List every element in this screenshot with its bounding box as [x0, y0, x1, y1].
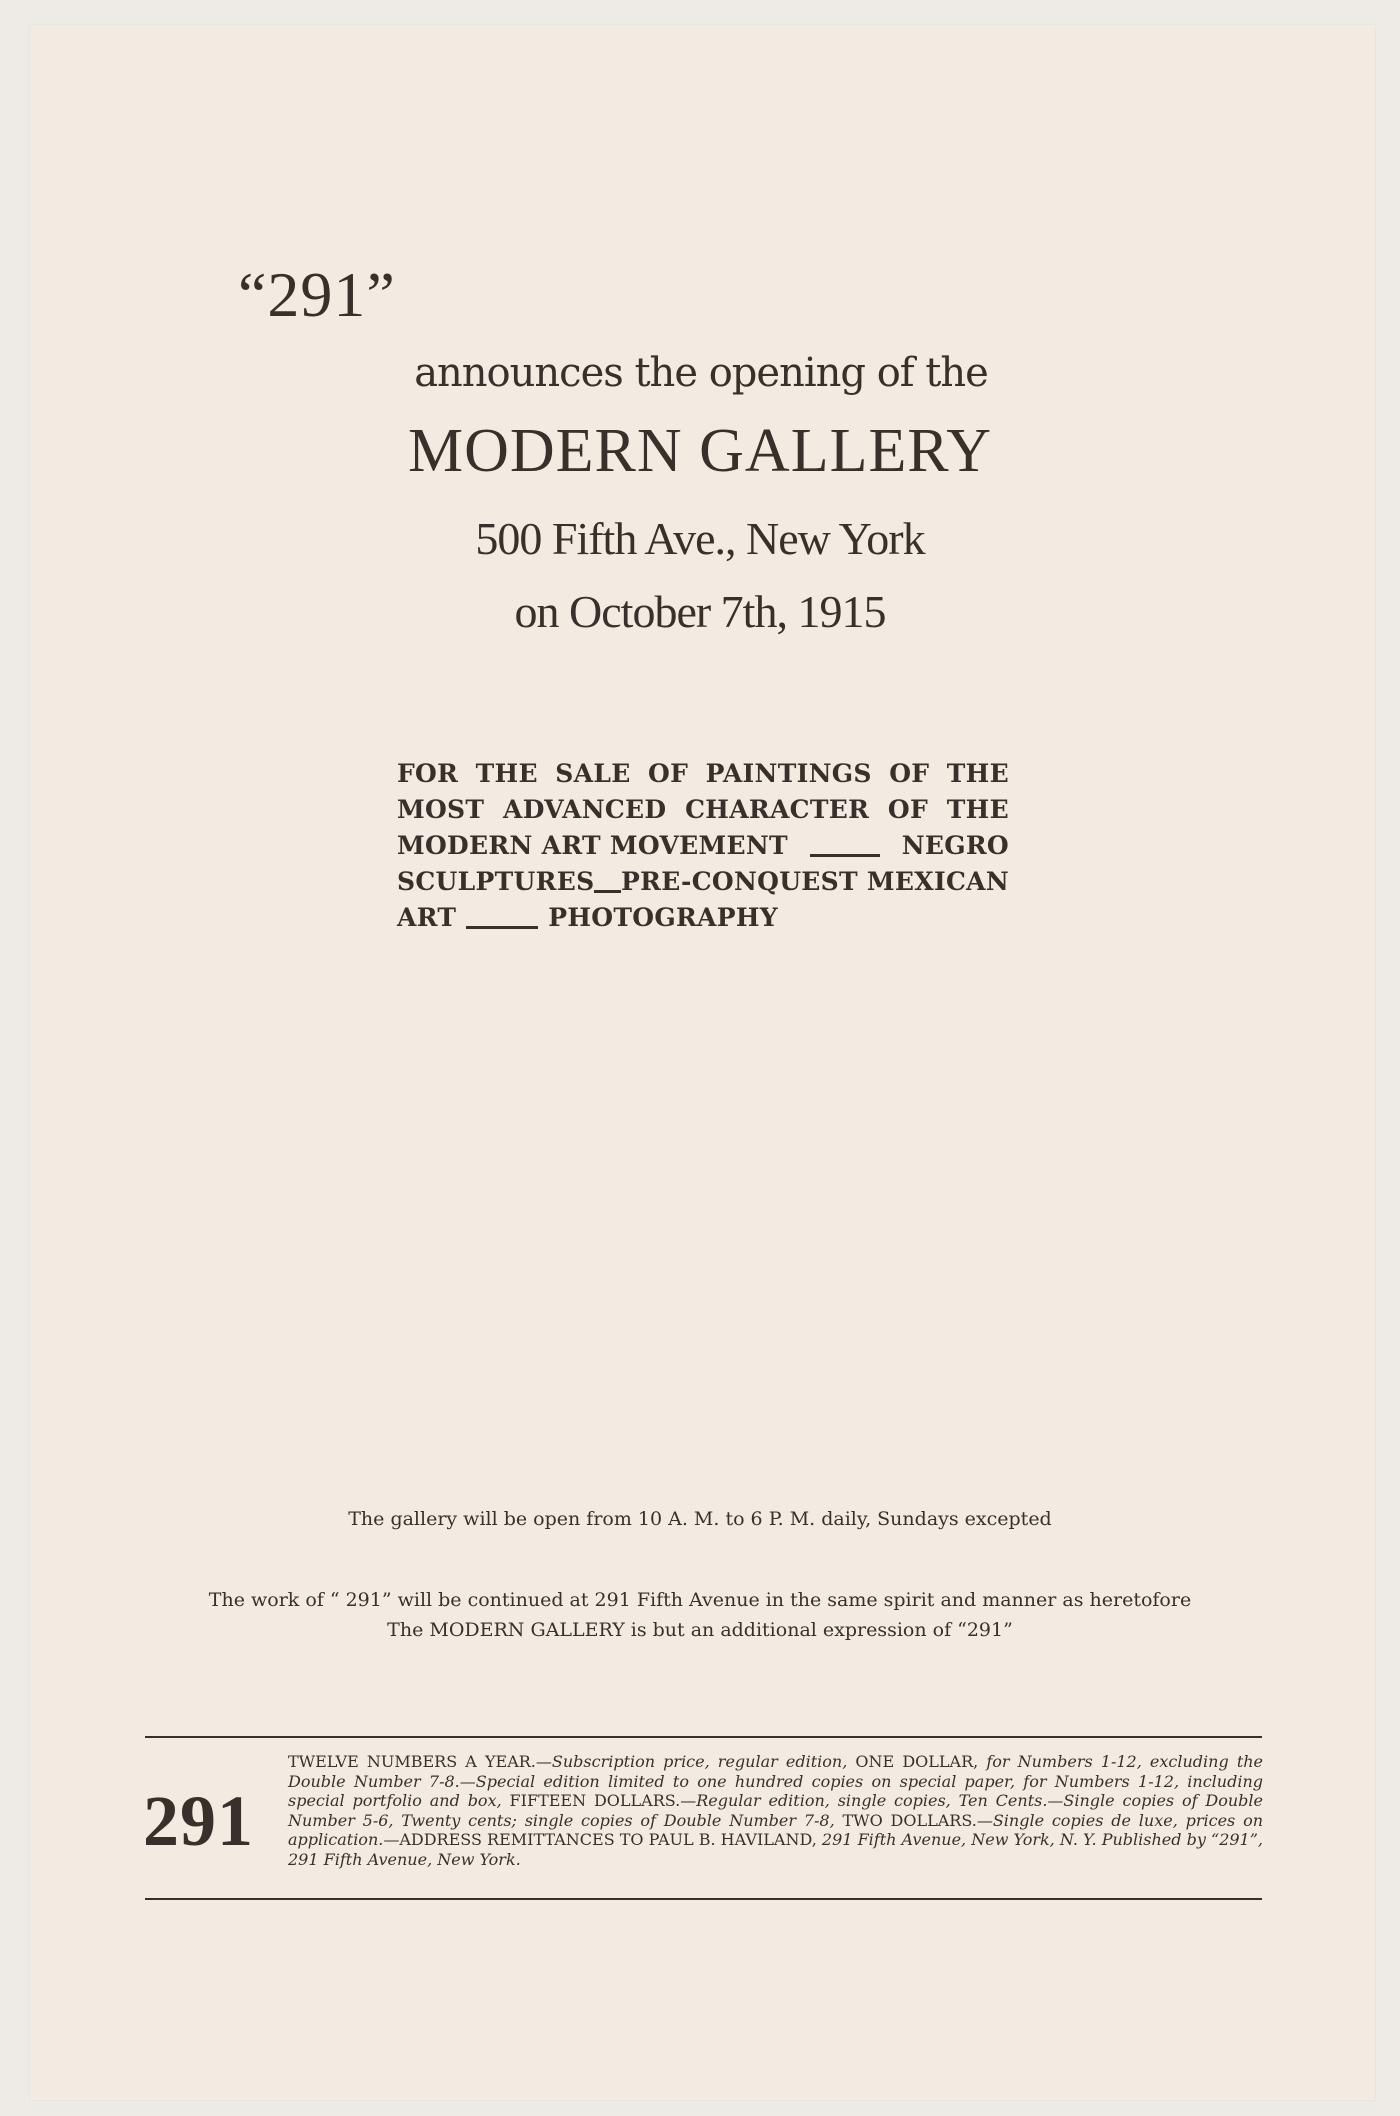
sale-phrase: MODERN ART MOVEMENT	[397, 831, 788, 860]
sale-word: CHARACTER	[685, 795, 870, 824]
colophon-text: ONE DOLLAR,	[855, 1752, 987, 1771]
footer-top-rule	[145, 1736, 1262, 1738]
sale-word: THE	[475, 759, 538, 788]
colophon-text: Single copies de luxe, prices on application.—	[288, 1810, 1264, 1849]
opening-hours: The gallery will be open from 10 A. M. to 6 P. M. daily, Sundays excepted	[348, 1508, 1052, 1530]
sale-description	[397, 756, 1009, 936]
gallery-name: MODERN GALLERY	[407, 417, 993, 485]
continuation-line-2: The MODERN GALLERY is but an additional expression of “291”	[387, 1619, 1013, 1641]
colophon-text: ADDRESS REMITTANCES TO PAUL B. HAVILAND,	[399, 1830, 822, 1849]
sale-word: THE	[946, 795, 1009, 824]
colophon-text: for Numbers 1-12, excluding the Double Number 7-8.—Special edition limited to one hundred copies on special paper, for Numbers 1-12, including special portfolio and box,	[288, 1752, 1264, 1810]
colophon-text: 291 Fifth Avenue, New York, N. Y. Published by “291”, 291 Fifth Avenue, New York.	[288, 1830, 1263, 1869]
sale-word: OF	[889, 759, 930, 788]
continuation-note	[0, 1585, 1400, 1645]
brand-291: “291”	[238, 259, 396, 330]
em-dash-rule	[810, 854, 880, 857]
sale-word: THE	[946, 759, 1009, 788]
sale-line-1	[397, 756, 1009, 792]
sale-phrase: ART	[397, 903, 457, 932]
colophon-text: Regular edition, single copies, Ten Cents.—Single copies of Double Number 5-6, Twenty cents; single copies of Double Number 7-8,	[288, 1791, 1263, 1830]
sale-word: FOR	[397, 759, 459, 788]
sale-line-5	[397, 900, 1009, 936]
sale-phrase: PRE-CONQUEST MEXICAN	[621, 867, 1009, 896]
subscription-colophon	[288, 1752, 1263, 1869]
sale-phrase: SCULPTURES	[397, 867, 595, 896]
continuation-line-1: The work of “ 291” will be continued at 291 Fifth Avenue in the same spirit and manner as heretofore	[208, 1589, 1192, 1611]
sale-phrase: PHOTOGRAPHY	[548, 903, 778, 932]
footer-bottom-rule	[145, 1898, 1262, 1900]
sale-line-3	[397, 828, 1009, 864]
sale-word: PAINTINGS	[705, 759, 872, 788]
sale-line-2	[397, 792, 1009, 828]
colophon-text: FIFTEEN DOLLARS.—	[509, 1791, 697, 1810]
colophon-text: TWO DOLLARS.—	[842, 1810, 993, 1830]
sale-word: OF	[648, 759, 689, 788]
opening-date: on October 7th, 1915	[514, 586, 886, 637]
sale-word: OF	[887, 795, 929, 824]
em-dash-rule	[594, 890, 621, 893]
colophon-text: Subscription price, regular edition,	[551, 1752, 856, 1771]
footer-logo-291: 291	[143, 1781, 254, 1861]
sale-word: ADVANCED	[503, 795, 667, 824]
announcement-line: announces the opening of the	[414, 350, 988, 396]
em-dash-rule	[466, 926, 538, 929]
gallery-address: 500 Fifth Ave., New York	[475, 513, 925, 564]
sale-line-4	[397, 864, 1009, 900]
sale-phrase: NEGRO	[901, 831, 1009, 860]
sale-word: SALE	[555, 759, 631, 788]
colophon-text: TWELVE NUMBERS A YEAR.—	[288, 1752, 552, 1771]
sale-word: MOST	[397, 795, 485, 824]
